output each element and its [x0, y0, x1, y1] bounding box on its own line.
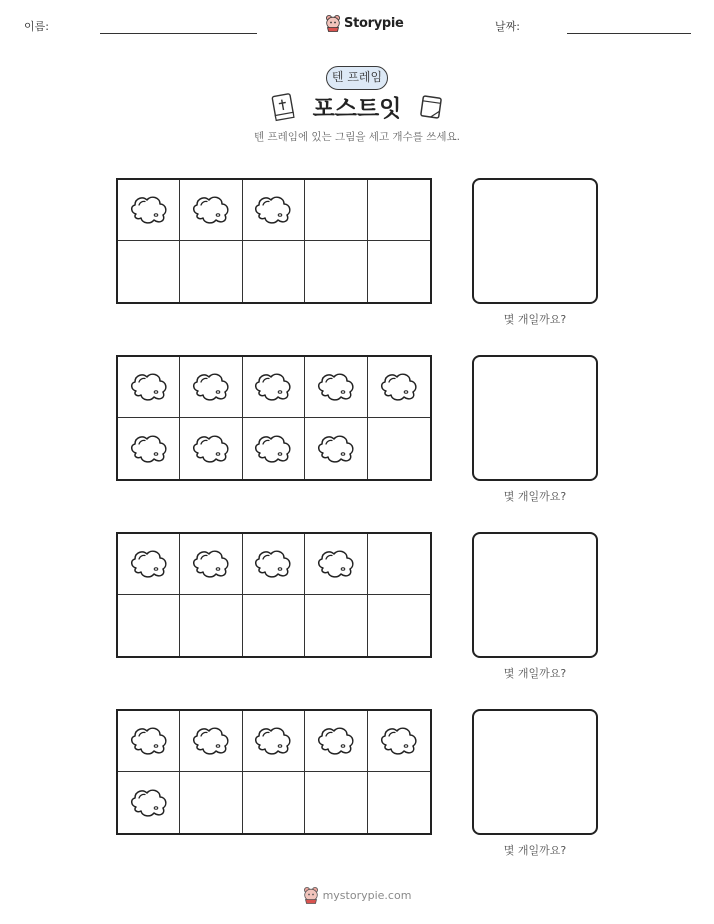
ten-frame-cell [368, 772, 430, 833]
ten-frame-cell [305, 241, 367, 302]
ten-frame-cell [118, 357, 180, 418]
brand-name: Storypie [344, 15, 404, 31]
ten-frame-cell [243, 595, 305, 656]
ten-frame-1 [116, 178, 432, 304]
sticky-note-icon [417, 92, 445, 122]
sticky-note-icon [190, 370, 232, 404]
sticky-note-icon [128, 432, 170, 466]
ten-frame-cell [305, 595, 367, 656]
ten-frame-cell [118, 418, 180, 479]
ten-frame-cell [180, 180, 242, 241]
ten-frame-cell [368, 534, 430, 595]
ten-frame-cell [118, 241, 180, 302]
ten-frame-cell [180, 772, 242, 833]
ten-frame-cell [180, 241, 242, 302]
ten-frame-cell [305, 772, 367, 833]
ten-frame-cell [305, 711, 367, 772]
ten-frame-4 [116, 709, 432, 835]
topic-badge: 텐 프레임 [326, 66, 388, 90]
ten-frame-cell [243, 711, 305, 772]
ten-frame-cell [243, 357, 305, 418]
sticky-note-icon [252, 547, 294, 581]
brand-logo [325, 13, 404, 33]
ten-frame-cell [118, 711, 180, 772]
sticky-note-icon [190, 193, 232, 227]
ten-frame-2 [116, 355, 432, 481]
date-label: 날짜: [495, 20, 520, 33]
ten-frame-cell [305, 357, 367, 418]
instruction-text: 텐 프레임에 있는 그림을 세고 개수를 쓰세요. [254, 131, 460, 143]
ten-frame-cell [180, 711, 242, 772]
answer-box-2[interactable] [472, 355, 598, 481]
sticky-note-icon [128, 193, 170, 227]
date-field-line[interactable] [567, 33, 691, 34]
ten-frame-cell [180, 534, 242, 595]
name-label: 이름: [24, 20, 49, 33]
footer [0, 886, 714, 904]
sticky-note-icon [252, 370, 294, 404]
ten-frame-cell [243, 180, 305, 241]
footer-site-link[interactable]: mystorypie.com [322, 888, 412, 902]
ten-frame-cell [368, 180, 430, 241]
sticky-note-icon [128, 724, 170, 758]
sticky-note-icon [128, 547, 170, 581]
sticky-note-icon [378, 370, 420, 404]
ten-frame-cell [180, 357, 242, 418]
sticky-note-icon [252, 432, 294, 466]
sticky-note-icon [315, 432, 357, 466]
question-label-3: 몇 개일까요? [503, 667, 567, 680]
ten-frame-cell [243, 772, 305, 833]
ten-frame-cell [305, 418, 367, 479]
sticky-note-icon [252, 193, 294, 227]
ten-frame-cell [368, 357, 430, 418]
answer-box-4[interactable] [472, 709, 598, 835]
sticky-note-icon [378, 724, 420, 758]
sticky-note-icon [190, 432, 232, 466]
ten-frame-cell [305, 180, 367, 241]
sticky-note-icon [190, 724, 232, 758]
ten-frame-cell [243, 534, 305, 595]
ten-frame-cell [368, 241, 430, 302]
page-title: 포스트잇 [312, 96, 402, 122]
sticky-note-icon [190, 547, 232, 581]
answer-box-3[interactable] [472, 532, 598, 658]
ten-frame-cell [243, 241, 305, 302]
sticky-note-icon [315, 370, 357, 404]
question-label-4: 몇 개일까요? [503, 844, 567, 857]
answer-box-1[interactable] [472, 178, 598, 304]
sticky-note-icon [315, 724, 357, 758]
ten-frame-cell [118, 772, 180, 833]
ten-frame-cell [368, 418, 430, 479]
question-label-1: 몇 개일까요? [503, 313, 567, 326]
ten-frame-cell [180, 595, 242, 656]
sticky-note-icon [252, 724, 294, 758]
question-label-2: 몇 개일까요? [503, 490, 567, 503]
ten-frame-cell [305, 534, 367, 595]
ten-frame-cell [118, 180, 180, 241]
sticky-note-icon [315, 547, 357, 581]
ten-frame-cell [368, 595, 430, 656]
ten-frame-cell [368, 711, 430, 772]
sticky-note-icon [128, 786, 170, 820]
ten-frame-cell [118, 534, 180, 595]
name-field-line[interactable] [100, 33, 257, 34]
sticky-note-icon [128, 370, 170, 404]
storypie-mascot-icon [303, 886, 319, 904]
ten-frame-cell [180, 418, 242, 479]
ten-frame-cell [118, 595, 180, 656]
ten-frame-3 [116, 532, 432, 658]
ten-frame-cell [243, 418, 305, 479]
storypie-mascot-icon [325, 14, 341, 32]
